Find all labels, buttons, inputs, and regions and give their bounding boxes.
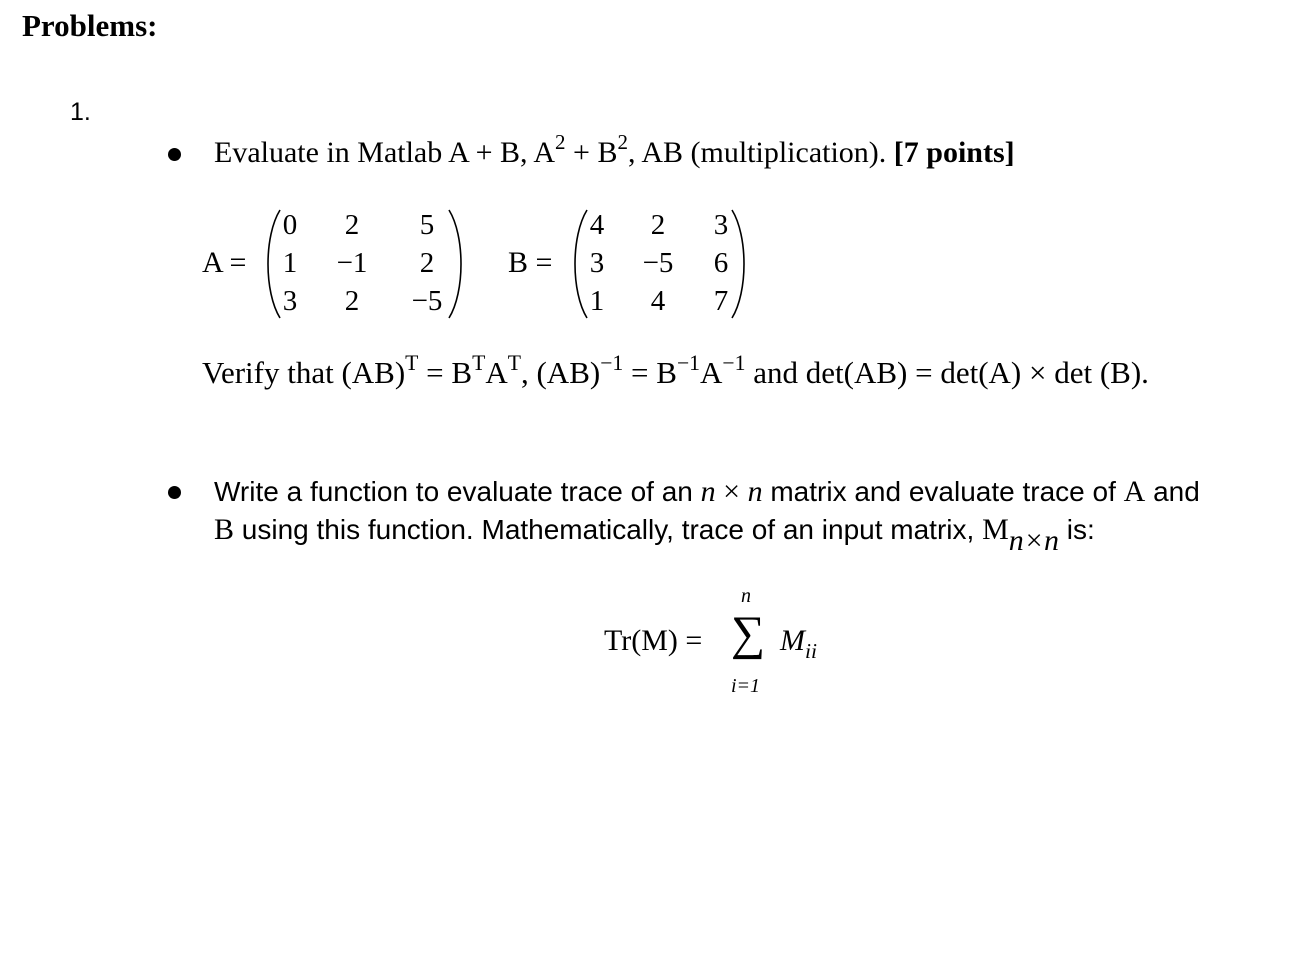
problem-number: 1. bbox=[70, 98, 91, 126]
page-heading: Problems: bbox=[22, 8, 158, 43]
bullet-icon bbox=[168, 148, 181, 161]
matrix-a-cell: 5 bbox=[419, 209, 435, 241]
matrix-a-cell: 2 bbox=[344, 285, 360, 317]
matrix-a-cell: −1 bbox=[336, 247, 368, 279]
matrix-a-label: A = bbox=[202, 246, 247, 279]
matrix-b-cell: 7 bbox=[713, 285, 729, 317]
sum-lower-limit: i=1 bbox=[731, 675, 761, 697]
points-label: [7 points] bbox=[893, 136, 1015, 169]
sum-term: $M_{ii}$ bbox=[780, 624, 817, 663]
matrix-b-cell: 2 bbox=[650, 209, 666, 241]
sigma-icon: ∑ bbox=[731, 607, 766, 660]
matrix-a-cell: 2 bbox=[419, 247, 435, 279]
matrix-b-cell: 3 bbox=[713, 209, 729, 241]
matrix-b-cell: 4 bbox=[650, 285, 666, 317]
trace-formula-lhs: Tr(M) = bbox=[604, 624, 703, 657]
bullet-icon bbox=[168, 486, 181, 499]
task-evaluate-line: Evaluate in Matlab A + B, $A^2 + B^2$, AB (multiplication). [7 points] bbox=[214, 130, 1015, 169]
verify-line: Verify that $(AB)^T = B^TA^T$, $(AB)^{-1} = B^{-1}A^{-1}$ and det(AB) = det(A) × det (B). bbox=[202, 350, 1149, 390]
matrix-a-cell: 2 bbox=[344, 209, 360, 241]
matrix-a-cell: 0 bbox=[282, 209, 298, 241]
matrix-a-cell: 1 bbox=[282, 247, 298, 279]
matrix-a-cell: −5 bbox=[411, 285, 443, 317]
matrix-a-cell: 3 bbox=[282, 285, 298, 317]
matrix-b-label: B = bbox=[508, 246, 553, 279]
matrix-b-cell: −5 bbox=[642, 247, 674, 279]
matrix-b-cell: 6 bbox=[713, 247, 729, 279]
task-trace-line-2: B using this function. Mathematically, trace of an input matrix, $M_{n\times n}$ is: bbox=[214, 513, 1095, 557]
matrix-b-cell: 3 bbox=[589, 247, 605, 279]
matrix-b-cell: 1 bbox=[589, 285, 605, 317]
sum-upper-limit: n bbox=[741, 585, 751, 607]
task-trace-line-1: Write a function to evaluate trace of an n × n matrix and evaluate trace of A and bbox=[214, 475, 1200, 508]
matrix-b-cell: 4 bbox=[589, 209, 605, 241]
